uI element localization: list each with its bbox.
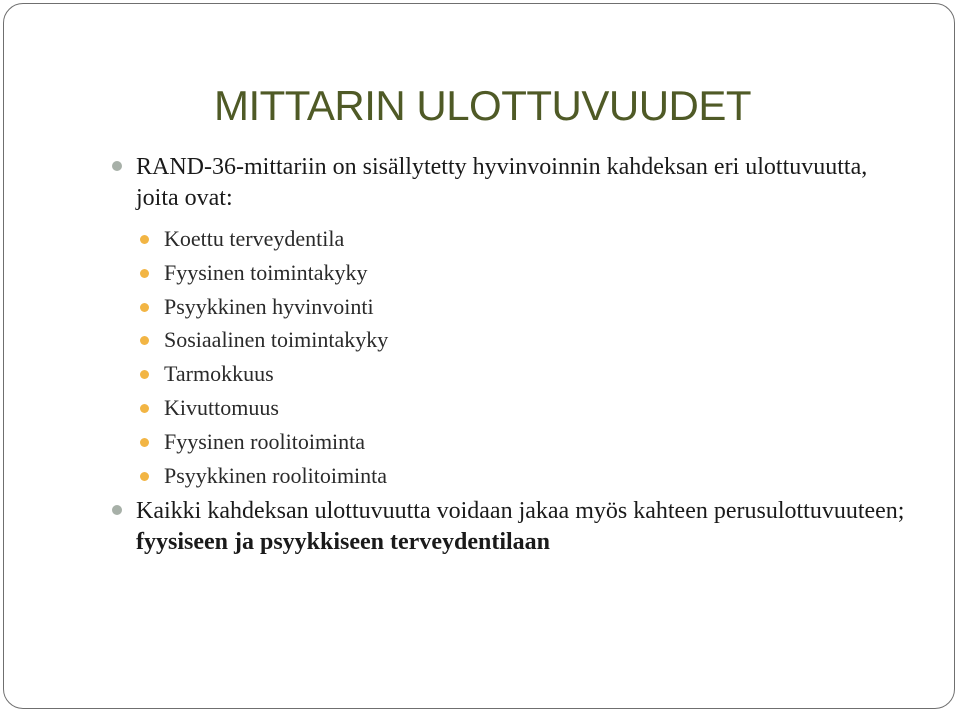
summary-text: Kaikki kahdeksan ulottuvuutta voidaan jakaa myös kahteen perusulottuvuuteen; — [136, 498, 905, 525]
dimension-label: Fyysinen roolitoiminta — [164, 428, 366, 454]
summary-emphasis: fyysiseen ja psyykkiseen terveydentilaan — [136, 529, 550, 556]
bullet-dot-icon — [140, 472, 149, 481]
dimension-label: Fyysinen toimintakyky — [164, 259, 368, 285]
slide-title: MITTARIN ULOTTUVUUDET — [214, 82, 752, 129]
dimension-item — [112, 290, 912, 324]
bullet-dot-icon — [112, 161, 122, 171]
slide — [3, 3, 955, 709]
dimension-item — [112, 256, 912, 290]
bullet-dot-icon — [140, 438, 149, 447]
bullet-dot-icon — [140, 303, 149, 312]
dimension-item — [112, 425, 912, 459]
dimension-label: Tarmokkuus — [164, 361, 274, 387]
dimension-item — [112, 391, 912, 425]
dimension-item — [112, 459, 912, 493]
bullet-dot-icon — [140, 404, 149, 413]
dimension-item — [112, 323, 912, 357]
bullet-dot-icon — [140, 370, 149, 379]
dimension-list — [112, 222, 912, 492]
dimension-label: Kivuttomuus — [164, 394, 279, 420]
bullet-dot-icon — [112, 505, 122, 515]
intro-text: RAND-36-mittariin on sisällytetty hyvinvoinnin kahdeksan eri ulottuvuutta, joita ovat: — [136, 154, 868, 211]
slide-body — [112, 152, 912, 558]
bullet-dot-icon — [140, 235, 149, 244]
bullet-dot-icon — [140, 336, 149, 345]
dimension-label: Psyykkinen roolitoiminta — [164, 462, 388, 488]
dimension-label: Sosiaalinen toimintakyky — [164, 327, 389, 353]
dimension-item — [112, 222, 912, 256]
bullet-summary — [112, 496, 912, 558]
dimension-item — [112, 357, 912, 391]
bullet-intro — [112, 152, 912, 214]
dimension-label: Psyykkinen hyvinvointi — [164, 293, 374, 319]
bullet-dot-icon — [140, 269, 149, 278]
dimension-label: Koettu terveydentila — [164, 226, 345, 251]
